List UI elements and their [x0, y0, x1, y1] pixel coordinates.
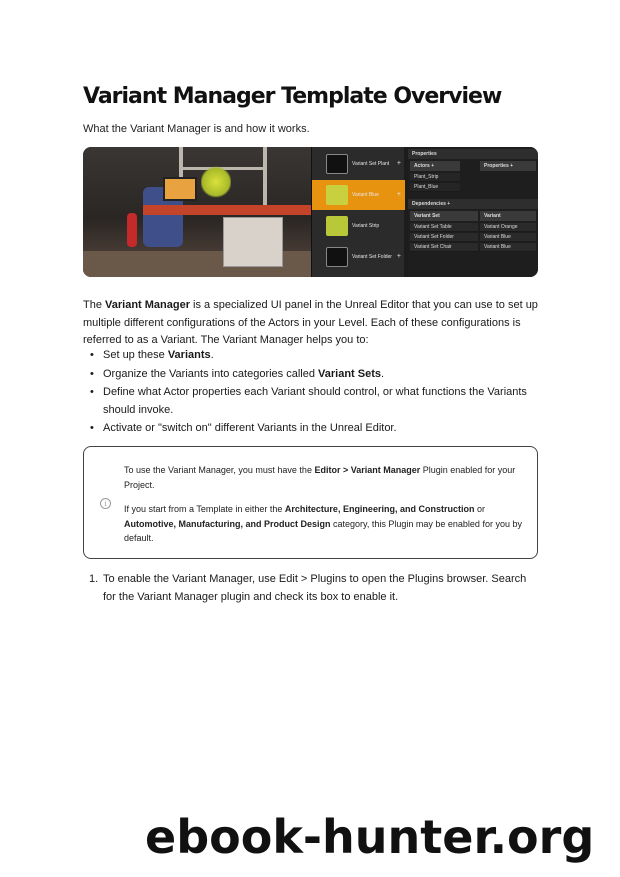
actor-item[interactable]: Plant_Strip: [410, 173, 460, 182]
feature-list: [83, 347, 538, 438]
list-item: • Organize the Variants into categories called Variant Sets.: [83, 366, 538, 384]
page-subtitle: What the Variant Manager is and how it works.: [83, 123, 310, 135]
dependency-set-column: Variant Set: [410, 211, 478, 221]
list-item: 1. To enable the Variant Manager, use Edit > Plugins to open the Plugins browser. Search for the Variant Manager plugin and check its box to enable it.: [89, 573, 527, 603]
dependencies-header[interactable]: Dependencies +: [408, 199, 538, 209]
hero-screenshot: [83, 147, 538, 277]
variant-row-selected[interactable]: Variant Blue +: [312, 180, 405, 210]
list-item: • Activate or "switch on" different Variants in the Unreal Editor.: [83, 420, 538, 438]
dependency-variant-cell[interactable]: Variant Orange: [480, 223, 536, 232]
info-callout: [83, 446, 538, 559]
dependency-set-cell[interactable]: Variant Set Table: [410, 223, 478, 232]
list-item: • Set up these Variants.: [83, 347, 538, 365]
plant: [201, 165, 231, 199]
fire-extinguisher: [127, 213, 137, 247]
monitor: [163, 177, 197, 201]
variant-thumbnail: [326, 216, 348, 236]
properties-column-header[interactable]: Properties +: [480, 161, 536, 171]
info-icon: i: [100, 498, 111, 509]
actor-item[interactable]: Plant_Blue: [410, 183, 460, 192]
actors-header[interactable]: Actors +: [410, 161, 460, 171]
dependency-set-cell[interactable]: Variant Set Chair: [410, 243, 478, 252]
desk: [143, 205, 311, 215]
variant-set-row[interactable]: Variant Set Folder +: [312, 242, 405, 272]
add-icon[interactable]: +: [396, 253, 401, 260]
page-title: Variant Manager Template Overview: [83, 84, 502, 109]
dependency-variant-column: Variant: [480, 211, 536, 221]
variant-thumbnail: [326, 154, 348, 174]
variant-row[interactable]: Variant Strip: [312, 211, 405, 241]
watermark-text: ebook-hunter.org: [145, 810, 595, 864]
properties-panel: [408, 147, 538, 277]
steps-list: [83, 571, 538, 606]
level-viewport-scene: [83, 147, 311, 277]
variant-thumbnail: [326, 247, 348, 267]
callout-paragraph: If you start from a Template in either the Architecture, Engineering, and Construction or Automotive, Manufacturing, and Product Design category, this Plugin may be enabled for you by default.: [124, 504, 522, 543]
properties-header: Properties: [408, 149, 538, 159]
dependency-set-cell[interactable]: Variant Set Folder: [410, 233, 478, 242]
variant-thumbnail: [326, 185, 348, 205]
variant-list: [311, 147, 404, 277]
add-icon[interactable]: +: [396, 160, 401, 167]
add-icon[interactable]: +: [396, 191, 401, 198]
intro-paragraph: The Variant Manager is a specialized UI panel in the Unreal Editor that you can use to set up multiple different configurations of the Actors in your Level. Each of these configurations is referred to as a Variant. The Variant Manager helps you to:: [83, 299, 538, 346]
dependency-variant-cell[interactable]: Variant Blue: [480, 233, 536, 242]
list-item: • Define what Actor properties each Variant should control, or what functions the Variants should invoke.: [83, 384, 538, 419]
dependency-variant-cell[interactable]: Variant Blue: [480, 243, 536, 252]
callout-paragraph: To use the Variant Manager, you must have the Editor > Variant Manager Plugin enabled for your Project.: [124, 465, 516, 490]
cabinet: [223, 217, 283, 267]
shelf-post: [263, 147, 267, 207]
variant-set-row[interactable]: Variant Set Plant +: [312, 149, 405, 179]
